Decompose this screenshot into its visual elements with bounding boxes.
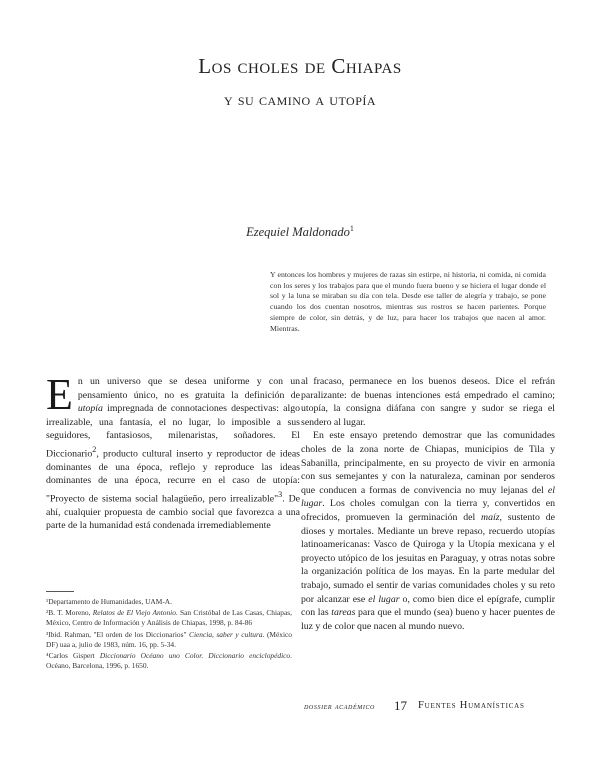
emphasis: tareas	[331, 607, 356, 619]
drop-cap: E	[46, 370, 73, 419]
emphasis: el lugar	[368, 593, 400, 605]
paragraph-text: . De ahí, cualquier propuesta de cambio social que favorezca a una parte de la humanidad está condenada irremediablemente	[46, 493, 300, 532]
footnote-ref: 3	[278, 490, 283, 500]
section-label: dossier académico	[304, 701, 375, 711]
footnote	[46, 608, 292, 628]
article-subtitle: y su camino a utopía	[223, 90, 377, 109]
footnote	[46, 651, 292, 671]
page-number: 17	[394, 698, 407, 713]
paragraph: al fracaso, permanece en los buenos deseos. Dice el refrán paralizante: de buenas intenciones está empedrado el camino; utopía, la consigna diáfana con sangre y sudor se riega el sendero al lugar.	[301, 376, 555, 428]
author-line	[0, 224, 600, 240]
body-column-left	[46, 370, 300, 533]
footnotes	[46, 597, 292, 672]
footnote	[46, 630, 292, 650]
body-column-right	[301, 375, 555, 633]
paragraph-text: o, como bien dice el epígrafe, cumplir con las	[301, 593, 555, 619]
footnote-title: Ciencia, saber y cultura	[189, 629, 263, 639]
footnote-text: ²B. T. Moreno,	[46, 608, 93, 618]
emphasis: maíz	[481, 511, 500, 523]
footnote-text: . Océano, Barcelona, 1996, p. 1650.	[46, 651, 292, 671]
footnote-text: . (México DF) uaa a, julio de 1983, núm. 16, pp. 5-34.	[46, 629, 293, 649]
footnote-rule	[46, 591, 74, 592]
paragraph-text: impregnada de connotaciones despectivas: algo irrealizable, una fantasía, el no lugar, lo imposible a sus seguidores, fantasiosos, milenaristas, soñadores. El Diccionario	[46, 403, 300, 460]
footnote-text: ³Ibid. Rahman, "El orden de los Diccionarios"	[46, 629, 190, 639]
emphasis: utopía	[77, 403, 103, 415]
footnote-text: ⁴Carlos Gispert	[46, 651, 100, 661]
footnote-ref: 2	[92, 444, 97, 454]
author-name: Ezequiel Maldonado	[246, 225, 350, 240]
paragraph-text: , producto cultural inserto y reproductor de ideas dominantes de una época, reflejo y reproduce las ideas dominantes de una época, recurre en el caso de utopía: "Proyecto de sistema social halagüeño, pero irrealizable"	[46, 448, 300, 505]
paragraph	[46, 370, 300, 533]
footnote-title: Relatos de El Viejo Antonio	[92, 608, 176, 618]
paragraph-text: , sustento de dioses y mortales. Mediante un breve repaso, recuerdo utopías latinoamericanas: Vasco de Quiroga y la Utopía mexicana y el proyecto utópico de los jesuitas en Paraguay, y otras notas sobre la organización política de los mayas. En la parte medular del trabajo, sumado el sentir de varias comunidades choles y su reto por alcanzar ese	[301, 511, 555, 605]
footnote: ¹Departamento de Humanidades, UAM-A.	[46, 597, 172, 606]
page-footer	[300, 698, 560, 716]
footnote-title: Diccionario Océano uno Color. Diccionario enciclopédico	[99, 651, 291, 661]
paragraph-text: para que el mundo (sea) bueno y hacer puentes de luz y de color que nacen al mundo nuevo.	[301, 607, 555, 632]
paragraph-text: . Los choles comulgan con la tierra y, convertidos en ofrecidos, promueven la germinación del	[301, 498, 555, 523]
footnote-text: . San Cristóbal de Las Casas, Chiapas, México, Centro de Información y Análisis de Chiapas, 1998, p. 84-86	[46, 608, 292, 628]
article-title: Los choles de Chiapas	[198, 54, 402, 78]
emphasis: el lugar	[301, 484, 555, 510]
journal-name: Fuentes Humanísticas	[418, 700, 525, 711]
paragraph-text: n un universo que se desea uniforme y con un pensamiento único, no es gratuita la definición de	[77, 376, 300, 401]
epigraph: Y entonces los hombres y mujeres de razas sin estirpe, ni historia, ni comida, ni comida con los seres y los trabajos para que el mundo fuera bueno y se hiciera el lugar donde el sol y la luna se miraban su día con tela. Desde ese taller de alegría y trabajo, se pone cuando los dos cuentan nosotros, mientras sus rostros se hacen parientes. Porque siempre de color, sin detrás, y de luz, para hacer los trabajos que nacen al amor. Mientras.	[270, 270, 546, 333]
paragraph	[301, 429, 555, 633]
author-footnote-mark: 1	[349, 224, 354, 233]
paragraph-text: En este ensayo pretendo demostrar que las comunidades choles de la zona norte de Chiapas, municipios de Tila y Sabanilla, principalmente, en su proyecto de vivir en armonía con sus semejantes y con la naturaleza, caminan por senderos que conducen a formas de convivencia no muy lejanas del	[301, 430, 555, 496]
